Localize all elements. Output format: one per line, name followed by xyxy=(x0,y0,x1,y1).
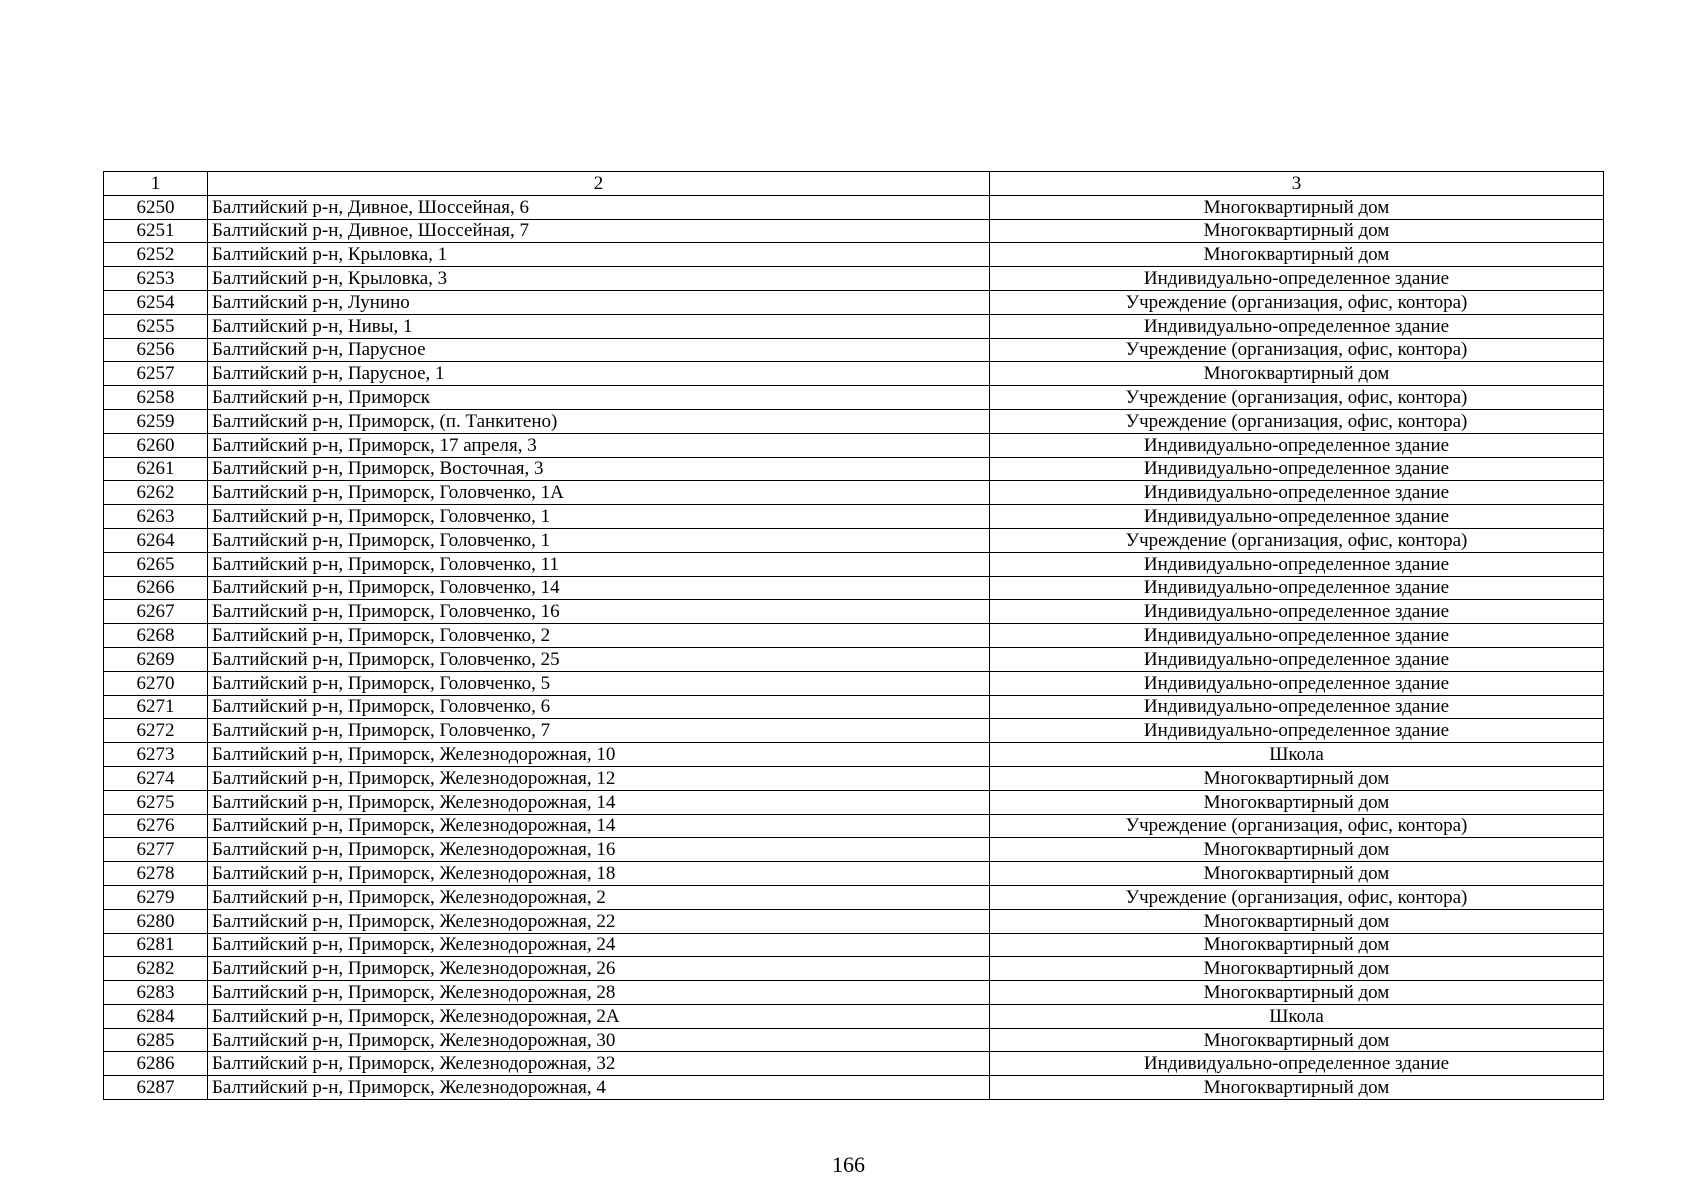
object-type-cell: Многоквартирный дом xyxy=(990,766,1604,790)
row-number: 6264 xyxy=(104,528,208,552)
table-row xyxy=(104,267,1604,291)
address-cell: Балтийский р-н, Приморск, Железнодорожная, 22 xyxy=(208,909,990,933)
row-number: 6262 xyxy=(104,481,208,505)
object-type-cell: Многоквартирный дом xyxy=(990,981,1604,1005)
address-cell: Балтийский р-н, Приморск, Головченко, 7 xyxy=(208,719,990,743)
table-row xyxy=(104,909,1604,933)
address-cell: Балтийский р-н, Приморск, Головченко, 6 xyxy=(208,695,990,719)
row-number: 6274 xyxy=(104,766,208,790)
table-row xyxy=(104,743,1604,767)
object-type-cell: Учреждение (организация, офис, контора) xyxy=(990,528,1604,552)
row-number: 6270 xyxy=(104,671,208,695)
address-cell: Балтийский р-н, Крыловка, 1 xyxy=(208,243,990,267)
address-cell: Балтийский р-н, Приморск xyxy=(208,386,990,410)
address-cell: Балтийский р-н, Приморск, Головченко, 1А xyxy=(208,481,990,505)
header-row xyxy=(104,172,1604,196)
table-row xyxy=(104,719,1604,743)
object-type-cell: Многоквартирный дом xyxy=(990,1028,1604,1052)
table-row xyxy=(104,576,1604,600)
table-row xyxy=(104,862,1604,886)
table-row xyxy=(104,457,1604,481)
table-row xyxy=(104,314,1604,338)
address-cell: Балтийский р-н, Приморск, Железнодорожная, 16 xyxy=(208,838,990,862)
table-row xyxy=(104,838,1604,862)
object-type-cell: Индивидуально-определенное здание xyxy=(990,1052,1604,1076)
row-number: 6250 xyxy=(104,195,208,219)
address-cell: Балтийский р-н, Приморск, Головченко, 16 xyxy=(208,600,990,624)
object-type-cell: Учреждение (организация, офис, контора) xyxy=(990,338,1604,362)
object-type-cell: Многоквартирный дом xyxy=(990,195,1604,219)
header-col-2: 2 xyxy=(208,172,990,196)
address-cell: Балтийский р-н, Парусное xyxy=(208,338,990,362)
row-number: 6287 xyxy=(104,1076,208,1100)
table-row xyxy=(104,386,1604,410)
object-type-cell: Учреждение (организация, офис, контора) xyxy=(990,814,1604,838)
row-number: 6261 xyxy=(104,457,208,481)
table-row xyxy=(104,433,1604,457)
table-row xyxy=(104,957,1604,981)
object-type-cell: Индивидуально-определенное здание xyxy=(990,314,1604,338)
page-number: 166 xyxy=(832,1152,865,1177)
table-row xyxy=(104,933,1604,957)
row-number: 6258 xyxy=(104,386,208,410)
address-cell: Балтийский р-н, Приморск, Головченко, 2 xyxy=(208,624,990,648)
table-row xyxy=(104,505,1604,529)
table-row xyxy=(104,409,1604,433)
address-cell: Балтийский р-н, Приморск, Железнодорожная, 32 xyxy=(208,1052,990,1076)
object-type-cell: Индивидуально-определенное здание xyxy=(990,267,1604,291)
row-number: 6282 xyxy=(104,957,208,981)
object-type-cell: Индивидуально-определенное здание xyxy=(990,505,1604,529)
row-number: 6268 xyxy=(104,624,208,648)
table-row xyxy=(104,1076,1604,1100)
address-cell: Балтийский р-н, Приморск, Железнодорожная, 2А xyxy=(208,1004,990,1028)
object-type-cell: Индивидуально-определенное здание xyxy=(990,576,1604,600)
row-number: 6278 xyxy=(104,862,208,886)
table-body xyxy=(104,195,1604,1099)
object-type-cell: Индивидуально-определенное здание xyxy=(990,600,1604,624)
row-number: 6253 xyxy=(104,267,208,291)
row-number: 6257 xyxy=(104,362,208,386)
object-type-cell: Индивидуально-определенное здание xyxy=(990,433,1604,457)
row-number: 6266 xyxy=(104,576,208,600)
address-cell: Балтийский р-н, Приморск, Железнодорожная, 30 xyxy=(208,1028,990,1052)
address-cell: Балтийский р-н, Дивное, Шоссейная, 6 xyxy=(208,195,990,219)
address-cell: Балтийский р-н, Приморск, Железнодорожная, 28 xyxy=(208,981,990,1005)
row-number: 6285 xyxy=(104,1028,208,1052)
address-cell: Балтийский р-н, Парусное, 1 xyxy=(208,362,990,386)
table-row xyxy=(104,1004,1604,1028)
row-number: 6279 xyxy=(104,885,208,909)
row-number: 6280 xyxy=(104,909,208,933)
object-type-cell: Многоквартирный дом xyxy=(990,362,1604,386)
table-row xyxy=(104,1028,1604,1052)
table-row xyxy=(104,243,1604,267)
row-number: 6276 xyxy=(104,814,208,838)
address-cell: Балтийский р-н, Приморск, Железнодорожная, 14 xyxy=(208,814,990,838)
object-type-cell: Учреждение (организация, офис, контора) xyxy=(990,409,1604,433)
object-type-cell: Индивидуально-определенное здание xyxy=(990,457,1604,481)
object-type-cell: Многоквартирный дом xyxy=(990,790,1604,814)
address-cell: Балтийский р-н, Приморск, Головченко, 11 xyxy=(208,552,990,576)
address-cell: Балтийский р-н, Приморск, (п. Танкитено) xyxy=(208,409,990,433)
table-row xyxy=(104,338,1604,362)
object-type-cell: Индивидуально-определенное здание xyxy=(990,695,1604,719)
row-number: 6283 xyxy=(104,981,208,1005)
object-type-cell: Многоквартирный дом xyxy=(990,862,1604,886)
row-number: 6259 xyxy=(104,409,208,433)
object-type-cell: Индивидуально-определенное здание xyxy=(990,671,1604,695)
table-row xyxy=(104,1052,1604,1076)
table-row xyxy=(104,481,1604,505)
table-row xyxy=(104,600,1604,624)
table-row xyxy=(104,766,1604,790)
object-type-cell: Многоквартирный дом xyxy=(990,838,1604,862)
table-row xyxy=(104,362,1604,386)
table-row xyxy=(104,671,1604,695)
row-number: 6252 xyxy=(104,243,208,267)
row-number: 6272 xyxy=(104,719,208,743)
row-number: 6281 xyxy=(104,933,208,957)
table-row xyxy=(104,624,1604,648)
address-cell: Балтийский р-н, Приморск, Восточная, 3 xyxy=(208,457,990,481)
object-type-cell: Индивидуально-определенное здание xyxy=(990,647,1604,671)
table-row xyxy=(104,790,1604,814)
address-cell: Балтийский р-н, Приморск, Железнодорожная, 18 xyxy=(208,862,990,886)
address-cell: Балтийский р-н, Приморск, Железнодорожная, 26 xyxy=(208,957,990,981)
row-number: 6271 xyxy=(104,695,208,719)
address-cell: Балтийский р-н, Приморск, Железнодорожная, 12 xyxy=(208,766,990,790)
address-cell: Балтийский р-н, Приморск, Железнодорожная, 4 xyxy=(208,1076,990,1100)
table-row xyxy=(104,885,1604,909)
object-type-cell: Многоквартирный дом xyxy=(990,933,1604,957)
table-row xyxy=(104,290,1604,314)
address-cell: Балтийский р-н, Приморск, Головченко, 1 xyxy=(208,528,990,552)
header-col-1: 1 xyxy=(104,172,208,196)
object-type-cell: Индивидуально-определенное здание xyxy=(990,481,1604,505)
address-cell: Балтийский р-н, Приморск, Железнодорожная, 2 xyxy=(208,885,990,909)
row-number: 6263 xyxy=(104,505,208,529)
object-type-cell: Учреждение (организация, офис, контора) xyxy=(990,290,1604,314)
object-type-cell: Учреждение (организация, офис, контора) xyxy=(990,386,1604,410)
table-row xyxy=(104,552,1604,576)
row-number: 6277 xyxy=(104,838,208,862)
row-number: 6286 xyxy=(104,1052,208,1076)
row-number: 6260 xyxy=(104,433,208,457)
row-number: 6273 xyxy=(104,743,208,767)
table-row xyxy=(104,219,1604,243)
address-cell: Балтийский р-н, Приморск, Железнодорожная, 10 xyxy=(208,743,990,767)
header-col-3: 3 xyxy=(990,172,1604,196)
object-type-cell: Многоквартирный дом xyxy=(990,909,1604,933)
object-type-cell: Многоквартирный дом xyxy=(990,219,1604,243)
row-number: 6269 xyxy=(104,647,208,671)
address-cell: Балтийский р-н, Крыловка, 3 xyxy=(208,267,990,291)
table-row xyxy=(104,195,1604,219)
object-type-cell: Школа xyxy=(990,1004,1604,1028)
records-table xyxy=(103,171,1604,1100)
table-row xyxy=(104,528,1604,552)
table-row xyxy=(104,647,1604,671)
object-type-cell: Индивидуально-определенное здание xyxy=(990,624,1604,648)
object-type-cell: Учреждение (организация, офис, контора) xyxy=(990,885,1604,909)
table-row xyxy=(104,814,1604,838)
object-type-cell: Многоквартирный дом xyxy=(990,1076,1604,1100)
table-row xyxy=(104,981,1604,1005)
row-number: 6275 xyxy=(104,790,208,814)
row-number: 6251 xyxy=(104,219,208,243)
address-cell: Балтийский р-н, Приморск, Головченко, 14 xyxy=(208,576,990,600)
table-row xyxy=(104,695,1604,719)
row-number: 6284 xyxy=(104,1004,208,1028)
row-number: 6265 xyxy=(104,552,208,576)
address-cell: Балтийский р-н, Приморск, Железнодорожная, 14 xyxy=(208,790,990,814)
row-number: 6267 xyxy=(104,600,208,624)
address-cell: Балтийский р-н, Приморск, Головченко, 25 xyxy=(208,647,990,671)
address-cell: Балтийский р-н, Приморск, 17 апреля, 3 xyxy=(208,433,990,457)
object-type-cell: Многоквартирный дом xyxy=(990,957,1604,981)
row-number: 6255 xyxy=(104,314,208,338)
address-cell: Балтийский р-н, Приморск, Головченко, 5 xyxy=(208,671,990,695)
address-cell: Балтийский р-н, Приморск, Железнодорожная, 24 xyxy=(208,933,990,957)
object-type-cell: Многоквартирный дом xyxy=(990,243,1604,267)
row-number: 6256 xyxy=(104,338,208,362)
object-type-cell: Индивидуально-определенное здание xyxy=(990,719,1604,743)
row-number: 6254 xyxy=(104,290,208,314)
object-type-cell: Индивидуально-определенное здание xyxy=(990,552,1604,576)
address-cell: Балтийский р-н, Нивы, 1 xyxy=(208,314,990,338)
address-cell: Балтийский р-н, Приморск, Головченко, 1 xyxy=(208,505,990,529)
object-type-cell: Школа xyxy=(990,743,1604,767)
address-cell: Балтийский р-н, Лунино xyxy=(208,290,990,314)
address-cell: Балтийский р-н, Дивное, Шоссейная, 7 xyxy=(208,219,990,243)
